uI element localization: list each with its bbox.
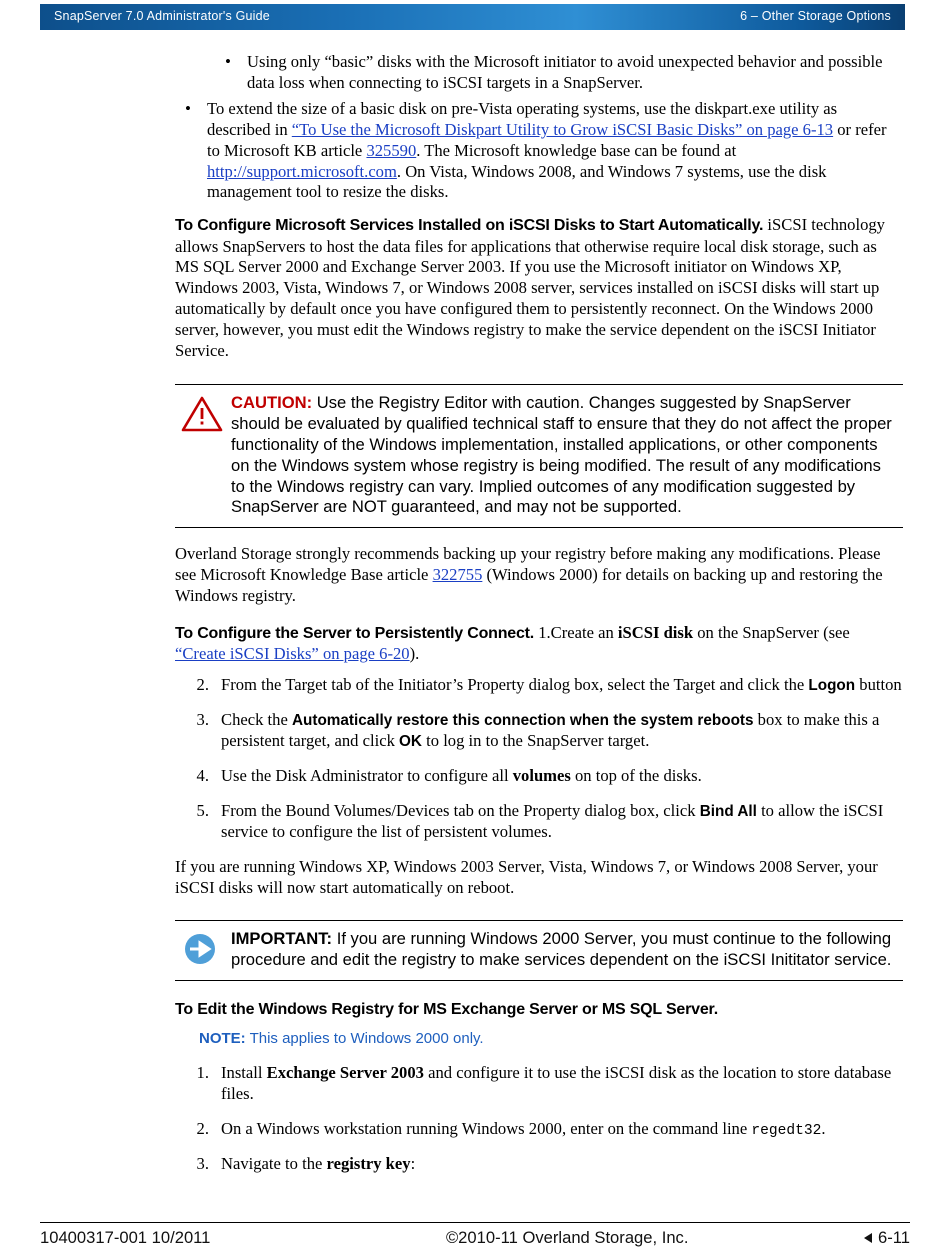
step-text-part: From the Bound Volumes/Devices tab on the Property dialog box, click [221,800,700,820]
step-text [221,1154,415,1173]
step-text-part: On a Windows workstation running Windows 2000, enter on the command line [221,1119,752,1139]
bullet-text-post: . On Vista, Windows 2008, and Windows 7 systems, use the disk management tool to resize the disks. [207,161,827,202]
footer-page-number-group [864,1228,910,1249]
header-chapter-title: 6 – Other Storage Options [740,9,891,24]
bullet-text-mid: or refer to Microsoft KB article [207,119,887,160]
step-text-part: button [855,675,902,695]
run-in-heading-persistent-connect: To Configure the Server to Persistently Connect. [175,625,535,643]
ui-label-ok: OK [399,732,422,750]
caution-text: Use the Registry Editor with caution. Changes suggested by SnapServer should be evaluated by qualified technical staff to ensure that they do not affect the proper functionality of the Windows implementation, installed applications, or other components on the Windows system whose registry is being modified. The result of any modifications to the Windows registry can vary. Implied outcomes of any modification suggested by SnapServer are NOT guaranteed, and may not be supported. [231,392,892,517]
footer-copyright: ©2010-11 Overland Storage, Inc. [445,1228,689,1247]
footer-doc-number: 10400317-001 10/2011 [40,1228,211,1247]
list-item [175,801,903,843]
bullet-text-mid2: . The Microsoft knowledge base can be found at [416,140,737,160]
warning-triangle-icon [181,395,225,435]
list-item [175,1154,903,1175]
step-text-part: on top of the disks. [570,765,702,785]
step-text-part: box to make this a persistent target, and click [221,710,880,750]
ui-label-bind-all: Bind All [699,802,757,820]
link-create-iscsi-disks[interactable]: “Create iSCSI Disks” on page 6-20 [175,644,410,664]
step-text-part: Use the Disk Administrator to configure all [221,765,513,785]
step-text-part: . [821,1119,826,1139]
step-text-part: to allow the iSCSI service to configure the list of persistent volumes. [221,800,884,841]
step-text-part: Install [221,1063,267,1083]
list-item [215,52,903,94]
ui-label-logon: Logon [808,677,856,695]
step-number: 3. [196,1154,209,1174]
paragraph-persistent-connect-step1 [175,623,903,665]
step-number: 1. [196,1063,209,1083]
ui-label-auto-restore-checkbox: Automatically restore this connection when the system reboots [291,712,754,730]
step-text [221,1063,891,1103]
header-guide-title: SnapServer 7.0 Administrator's Guide [54,9,270,24]
page-body [0,52,950,1189]
after-steps-text: If you are running Windows XP, Windows 2003 Server, Vista, Windows 7, or Windows 2008 Server, your iSCSI disks will now start automatically on reboot. [175,856,878,897]
footer-page-number: 6-11 [878,1228,910,1247]
paragraph-edit-registry-heading [175,999,903,1020]
link-kb-322755[interactable]: 322755 [432,565,483,585]
step-text [221,766,702,785]
step-text [221,710,879,750]
run-in-heading-autostart: To Configure Microsoft Services Installed on iSCSI Disks to Start Automatically. [175,217,764,235]
caution-body [231,393,899,518]
step-text [221,675,902,694]
step-text [221,801,883,841]
important-text: If you are running Windows 2000 Server, you must continue to the following procedure and edit the registry to make services dependent on the iSCSI Inititator service. [231,929,892,970]
step-number: 5. [196,800,209,820]
arrow-right-circle-icon [181,931,225,971]
page-header-bar [40,4,905,30]
step-text-part: : [410,1154,416,1174]
step1-pre: 1.Create an [534,623,618,643]
note-label: NOTE: [199,1030,246,1048]
term-registry-key: registry key [326,1154,411,1174]
step-number: 2. [196,675,209,695]
bullet-text-basic-disks: Using only “basic” disks with the Microsoft initiator to avoid unexpected behavior and possible data loss when connecting to iSCSI targets in a SnapServer. [247,52,883,92]
bullet-text-pre: To extend the size of a basic disk on pre-Vista operating systems, use the diskpart.exe utility as described in [207,98,838,139]
step1-post: ). [409,644,420,664]
note-text: This applies to Windows 2000 only. [245,1030,484,1048]
content-column [175,52,903,1175]
step-number: 3. [196,710,209,730]
paragraph-autostart-body: iSCSI technology allows SnapServers to host the data files for applications that otherwise require local disk storage, such as MS SQL Server 2000 and Exchange Server 2003. If you use the Microsoft initiator on Windows XP, Windows 2003, Vista, Windows 7, or Windows 2008 server, services installed on iSCSI disks will start up automatically by default once you have configured them to persistently reconnect. On the Windows 2000 server, however, you must edit the Windows registry to make the service dependent on the iSCSI Initiator Service. [175,215,885,361]
important-label: IMPORTANT: [231,929,333,949]
footer-divider [40,1222,910,1223]
paragraph-services-autostart [175,215,903,362]
intro-bullet-list [175,99,903,204]
link-support-microsoft[interactable]: http://support.microsoft.com [207,161,397,181]
step-number: 4. [196,765,209,785]
step-text-part: and configure it to use the iSCSI disk as the location to store database files. [221,1063,892,1104]
term-volumes: volumes [512,765,571,785]
paragraph-after-steps [175,857,903,899]
command-regedt32: regedt32 [751,1123,822,1140]
list-item [175,99,903,204]
triangle-left-icon [864,1233,872,1243]
list-item [175,675,903,696]
registry-steps [175,1063,903,1175]
step-text-part: Check the [221,710,292,730]
link-diskpart-utility[interactable]: “To Use the Microsoft Diskpart Utility to Grow iSCSI Basic Disks” on page 6-13 [291,119,834,139]
step-text-part: From the Target tab of the Initiator’s Property dialog box, select the Target and click the [221,675,809,695]
step1-mid: on the SnapServer (see [693,623,850,643]
paragraph-backup-registry [175,544,903,607]
backup-pre: Overland Storage strongly recommends backing up your registry before making any modifications. Please see Microsoft Knowledge Base article [175,544,881,585]
link-kb-325590[interactable]: 325590 [366,140,417,160]
run-in-heading-edit-registry: To Edit the Windows Registry for MS Exchange Server or MS SQL Server. [175,1001,718,1019]
step-text-part: Navigate to the [221,1154,327,1174]
list-item [175,710,903,752]
term-exchange-server-2003: Exchange Server 2003 [266,1063,424,1083]
important-admonition [175,920,903,981]
caution-label: CAUTION: [231,392,313,412]
persistent-connect-steps [175,675,903,842]
list-item [175,1063,903,1105]
note-line [199,1030,903,1049]
caution-admonition [175,384,903,528]
step-number: 2. [196,1119,209,1139]
intro-bullet-list-indented [215,52,903,94]
important-body [231,929,899,971]
step-text-part: to log in to the SnapServer target. [421,730,650,750]
backup-post: (Windows 2000) for details on backing up and restoring the Windows registry. [175,565,883,606]
list-item [175,766,903,787]
step-text [221,1119,826,1138]
page-footer [40,1228,910,1249]
list-item [175,1119,903,1140]
step1-bold-iscsi-disk: iSCSI disk [617,623,694,643]
